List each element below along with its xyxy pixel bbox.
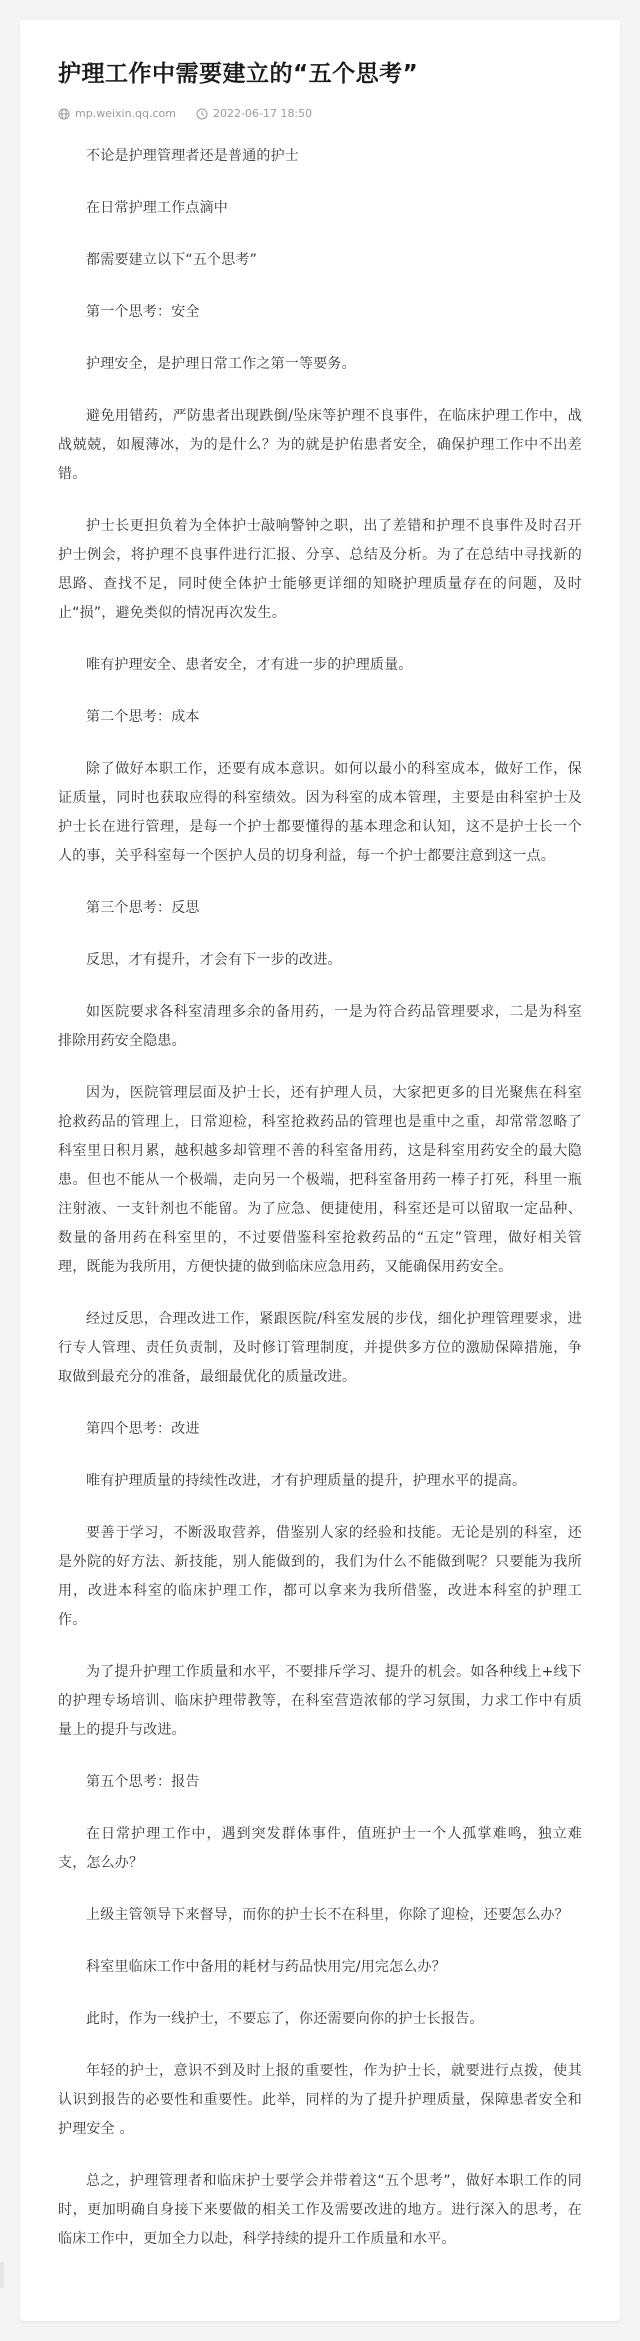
paragraph: 年轻的护士，意识不到及时上报的重要性，作为护士长，就要进行点拨，使其认识到报告的必要性和重要性。此举，同样的为了提升护理质量，保障患者安全和护理安全 。 — [58, 2063, 582, 2137]
section-heading: 第二个思考：成本 — [86, 709, 200, 725]
source-text: mp.weixin.qq.com — [75, 107, 177, 120]
source-link[interactable] — [58, 106, 176, 122]
date-text: 2022-06-17 18:50 — [213, 107, 313, 120]
publish-date — [196, 106, 312, 122]
article-card — [20, 20, 620, 2321]
paragraph: 因为，医院管理层面及护士长，还有护理人员，大家把更多的目光聚焦在科室抢救药品的管理上，日常迎检，科室抢救药品的管理也是重中之重，却常常忽略了科室里日积月累，越积越多却管理不善的科室备用药，这是科室用药安全的最大隐患。但也不能从一个极端，走向另一个极端，把科室备用药一棒子打死，科里一瓶注射液、一支针剂也不能留。为了应急、便捷使用，科室还是可以留取一定品种、数量的备用药在科室里的，不过要借鉴科室抢救药品的“五定”管理，做好相关管理，既能为我所用，方便快捷的做到临床应急用药，又能确保用药安全。 — [58, 1085, 582, 1275]
paragraph: 此时，作为一线护士，不要忘了，你还需要向你的护士长报告。 — [86, 2011, 484, 2027]
section-heading: 第一个思考：安全 — [86, 304, 200, 320]
paragraph: 如医院要求各科室清理多余的备用药，一是为符合药品管理要求，二是为科室排除用药安全隐患。 — [58, 1004, 582, 1049]
paragraph: 护士长更担负着为全体护士敲响警钟之职，出了差错和护理不良事件及时召开护士例会，将护理不良事件进行汇报、分享、总结及分析。为了在总结中寻找新的思路、查找不足，同时使全体护士能够更详细的知晓护理质量存在的问题，及时止“损”，避免类似的情况再次发生。 — [58, 518, 582, 621]
section-heading: 第三个思考：反思 — [86, 900, 200, 916]
paragraph: 总之，护理管理者和临床护士要学会并带着这“五个思考”，做好本职工作的同时，更加明确自身接下来要做的相关工作及需要改进的地方。进行深入的思考，在临床工作中，更加全力以赴，科学持续的提升工作质量和水平。 — [58, 2173, 582, 2247]
paragraph: 为了提升护理工作质量和水平，不要排斥学习、提升的机会。如各种线上+线下的护理专场培训、临床护理带教等，在科室营造浓郁的学习氛围，力求工作中有质量上的提升与改进。 — [58, 1664, 582, 1738]
paragraph: 在日常护理工作点滴中 — [86, 200, 228, 216]
paragraph: 要善于学习，不断汲取营养，借鉴别人家的经验和技能。无论是别的科室，还是外院的好方法、新技能，别人能做到的，我们为什么不能做到呢？只要能为我所用，改进本科室的临床护理工作，都可以拿来为我所借鉴，改进本科室的护理工作。 — [58, 1525, 582, 1628]
paragraph: 除了做好本职工作，还要有成本意识。如何以最小的科室成本，做好工作，保证质量，同时也获取应得的科室绩效。因为科室的成本管理，主要是由科室护士及护士长在进行管理，是每一个护士都要懂得的基本理念和认知，这不是护士长一个人的事，关乎科室每一个医护人员的切身利益，每一个护士都要注意到这一点。 — [58, 761, 582, 864]
globe-icon — [58, 108, 70, 120]
article-body — [58, 142, 582, 2254]
paragraph: 都需要建立以下“五个思考” — [86, 252, 258, 268]
paragraph: 反思，才有提升，才会有下一步的改进。 — [86, 952, 342, 968]
paragraph: 上级主管领导下来督导，而你的护士长不在科里，你除了迎检，还要怎么办？ — [86, 1907, 569, 1923]
section-heading: 第四个思考：改进 — [86, 1421, 200, 1437]
page-title: 护理工作中需要建立的“五个思考” — [58, 61, 419, 87]
section-heading: 第五个思考：报告 — [86, 1774, 200, 1790]
clock-icon — [196, 108, 208, 120]
article-meta — [58, 106, 582, 122]
paragraph: 避免用错药，严防患者出现跌倒/坠床等护理不良事件，在临床护理工作中，战战兢兢，如履薄冰，为的是什么？为的就是护佑患者安全，确保护理工作中不出差错。 — [58, 408, 582, 482]
paragraph: 经过反思，合理改进工作，紧跟医院/科室发展的步伐，细化护理管理要求，进行专人管理、责任负责制，及时修订管理制度，并提供多方位的激励保障措施，争取做到最充分的准备，最细最优化的质量改进。 — [58, 1311, 582, 1385]
paragraph: 唯有护理质量的持续性改进，才有护理质量的提升，护理水平的提高。 — [86, 1473, 527, 1489]
paragraph: 唯有护理安全、患者安全，才有进一步的护理质量。 — [86, 657, 413, 673]
paragraph: 护理安全，是护理日常工作之第一等要务。 — [86, 356, 356, 372]
paragraph: 科室里临床工作中备用的耗材与药品快用完/用完怎么办？ — [86, 1959, 446, 1975]
paragraph: 不论是护理管理者还是普通的护士 — [86, 148, 299, 164]
paragraph: 在日常护理工作中，遇到突发群体事件，值班护士一个人孤掌难鸣，独立难支，怎么办？ — [58, 1826, 582, 1871]
scroll-edge — [0, 2262, 4, 2288]
